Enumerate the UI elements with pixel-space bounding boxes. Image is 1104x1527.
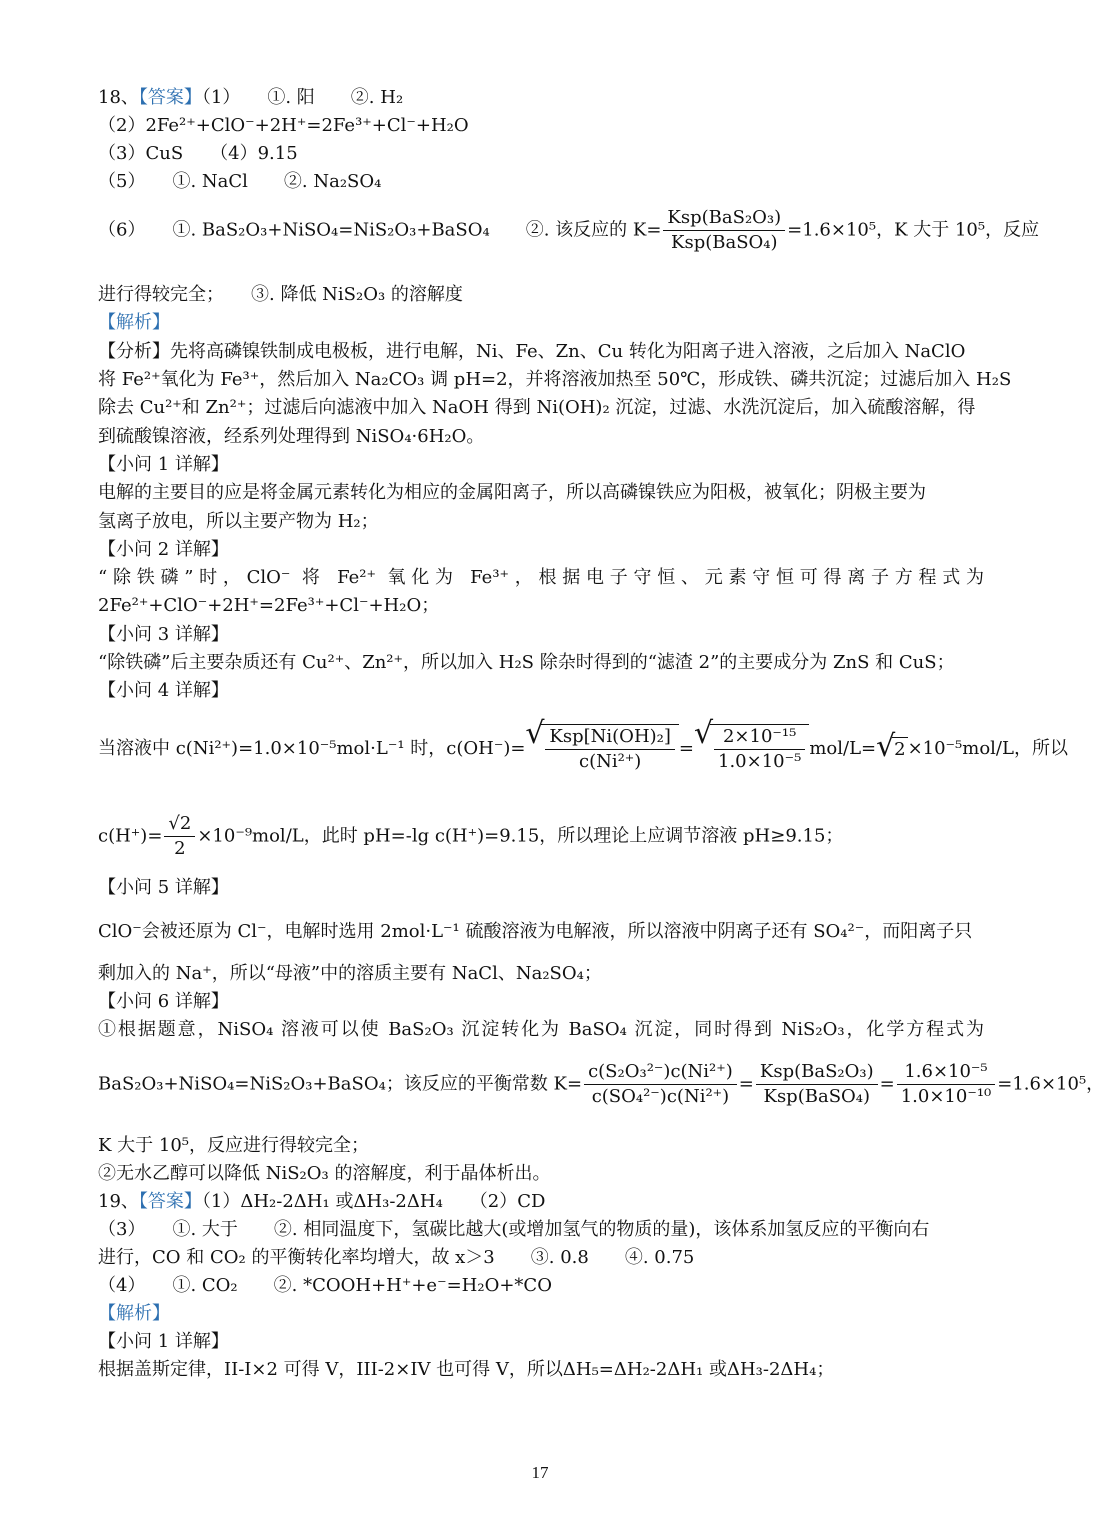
- q18-answer-5: （5） ①. NaCl ②. Na₂SO₄: [98, 171, 382, 192]
- q18-s4-text-c: ×10⁻⁵mol/L，所以: [907, 738, 1068, 759]
- q18-s2-text-2: 2Fe²⁺+ClO⁻+2H⁺=2Fe³⁺+Cl⁻+H₂O；: [98, 595, 440, 616]
- num-ratio-fraction: [897, 1060, 996, 1109]
- q18-s3-heading: 【小问 3 详解】: [98, 624, 229, 645]
- q18-answer-line-1: [98, 86, 984, 110]
- q19-answer-1: （1）ΔH₂-2ΔH₁ 或ΔH₃-2ΔH₄ （2）CD: [201, 1191, 546, 1212]
- h-denominator: 2: [164, 836, 195, 861]
- q18-s1-heading: 【小问 1 详解】: [98, 454, 229, 475]
- q18-s6-text-3: ②无水乙醇可以降低 NiS₂O₃ 的溶解度，利于晶体析出。: [98, 1163, 551, 1184]
- q18-answer-3-4: （3）CuS （4）9.15: [98, 143, 298, 164]
- ksp-ratio-fraction: [756, 1060, 878, 1109]
- ksp-ratio-denominator: Ksp(BaSO₄): [756, 1084, 878, 1109]
- h-fraction: [164, 812, 195, 861]
- q18-answer-6: [98, 206, 1040, 255]
- q18-answer-tag: 【答案】: [138, 87, 202, 108]
- sqrt-two-value: 2: [894, 738, 906, 760]
- h-numerator: √2: [168, 813, 192, 834]
- value-numerator: √ 2×10⁻¹⁵: [722, 726, 797, 747]
- q18-s4-heading: 【小问 4 详解】: [98, 680, 229, 701]
- sqrt-two: [892, 737, 907, 762]
- page-number: 17: [531, 1463, 549, 1482]
- q19-analysis-tag: 【解析】: [98, 1303, 170, 1324]
- q18-fenxi-3: 除去 Cu²⁺和 Zn²⁺；过滤后向滤液中加入 NaOH 得到 Ni(OH)₂ 沉淀，过滤、水洗沉淀后，加入硫酸溶解，得: [98, 397, 976, 418]
- q18-s4-text-d: c(H⁺)=: [98, 825, 163, 847]
- num-ratio-numerator: 1.6×10⁻⁵: [904, 1061, 988, 1082]
- q18-answer-6-cont: 进行得较完全； ③. 降低 NiS₂O₃ 的溶解度: [98, 284, 463, 305]
- value-denominator: 1.0×10⁻⁵: [714, 749, 805, 774]
- q18-s6-result: =1.6×10⁵，: [997, 1073, 1104, 1095]
- q18-answer-1: （1） ①. 阳 ②. H₂: [201, 87, 404, 108]
- q18-s1-text-2: 氢离子放电，所以主要产物为 H₂；: [98, 511, 379, 532]
- q19-answer-4: （4） ①. CO₂ ②. *COOH+H⁺+e⁻=H₂O+*CO: [98, 1275, 552, 1296]
- q18-analysis-tag: 【解析】: [98, 312, 170, 333]
- q18-s4-equation-2: [98, 812, 984, 861]
- ksp-ratio-numerator: Ksp(BaS₂O₃): [759, 1061, 874, 1082]
- q18-s2-heading: 【小问 2 详解】: [98, 539, 229, 560]
- conc-fraction: [584, 1060, 737, 1109]
- q18-answer-6-result: =1.6×10⁵，K 大于 10⁵，反应: [787, 219, 1040, 241]
- equals-sign: =: [678, 738, 694, 759]
- ksp-fraction: [545, 725, 674, 774]
- q19-answer-tag: 【答案】: [138, 1191, 202, 1212]
- q18-s5-text-2: 剩加入的 Na⁺，所以“母液”中的溶质主要有 NaCl、Na₂SO₄；: [98, 963, 602, 984]
- q18-s1-text-1: 电解的主要目的应是将金属元素转化为相应的金属阳离子，所以高磷镍铁应为阳极，被氧化；阴极主要为: [98, 482, 926, 503]
- q18-s5-heading: 【小问 5 详解】: [98, 877, 229, 898]
- q18-fenxi-4: 到硫酸镍溶液，经系列处理得到 NiSO₄·6H₂O。: [98, 426, 485, 447]
- sqrt-value: [710, 724, 809, 774]
- ksp-denominator: c(Ni²⁺): [545, 749, 674, 774]
- q18-s6-text-2: K 大于 10⁵，反应进行得较完全；: [98, 1135, 370, 1156]
- value-fraction: [714, 725, 805, 774]
- q18-answer-6-text: （6） ①. BaS₂O₃+NiSO₄=NiS₂O₃+BaSO₄ ②. 该反应的 K=: [98, 219, 662, 241]
- q18-s2-text-1: “除铁磷”时，ClO⁻ 将 Fe²⁺ 氧化为 Fe³⁺，根据电子守恒、元素守恒可得离子方程式为: [98, 567, 984, 588]
- sqrt-ksp: [541, 724, 678, 774]
- num-ratio-denominator: 1.0×10⁻¹⁰: [897, 1084, 996, 1109]
- k-denominator: Ksp(BaSO₄): [663, 230, 785, 255]
- q19-s1-heading: 【小问 1 详解】: [98, 1331, 229, 1352]
- q18-label: 18、: [98, 87, 139, 108]
- q18-s4-equation-1: [98, 724, 1068, 774]
- q18-s6-equation: [98, 1060, 1104, 1109]
- equals-sign: =: [738, 1073, 754, 1095]
- q18-s6-heading: 【小问 6 详解】: [98, 991, 229, 1012]
- q19-answer-line-1: [98, 1190, 984, 1214]
- q19-s1-text-1: 根据盖斯定律，II-I×2 可得 V，III-2×IV 也可得 V，所以ΔH₅=ΔH₂-2ΔH₁ 或ΔH₃-2ΔH₄；: [98, 1359, 835, 1380]
- q19-answer-3: 进行，CO 和 CO₂ 的平衡转化率均增大，故 x＞3 ③. 0.8 ④. 0.75: [98, 1247, 695, 1268]
- conc-denominator: c(SO₄²⁻)c(Ni²⁺): [584, 1084, 737, 1109]
- q18-s6-text-a: BaS₂O₃+NiSO₄=NiS₂O₃+BaSO₄；该反应的平衡常数 K=: [98, 1073, 583, 1095]
- q18-s4-text-e: ×10⁻⁹mol/L，此时 pH=-lg c(H⁺)=9.15，所以理论上应调节溶液 pH≥9.15；: [197, 825, 844, 847]
- q18-s5-text-1: ClO⁻会被还原为 Cl⁻，电解时选用 2mol·L⁻¹ 硫酸溶液为电解液，所以溶液中阴离子还有 SO₄²⁻，而阳离子只: [98, 921, 973, 942]
- q18-s3-text-1: “除铁磷”后主要杂质还有 Cu²⁺、Zn²⁺，所以加入 H₂S 除杂时得到的“滤渣 2”的主要成分为 ZnS 和 CuS；: [98, 652, 955, 673]
- q19-answer-2: （3） ①. 大于 ②. 相同温度下，氢碳比越大(或增加氢气的物质的量)，该体系加氢反应的平衡向右: [98, 1219, 930, 1240]
- q19-label: 19、: [98, 1191, 139, 1212]
- equals-sign: =: [879, 1073, 895, 1095]
- k-fraction: [663, 206, 785, 255]
- k-numerator: Ksp(BaS₂O₃): [667, 207, 782, 228]
- conc-numerator: c(S₂O₃²⁻)c(Ni²⁺): [588, 1061, 733, 1082]
- q18-answer-2: （2）2Fe²⁺+ClO⁻+2H⁺=2Fe³⁺+Cl⁻+H₂O: [98, 115, 469, 136]
- q18-fenxi-1: 【分析】先将高磷镍铁制成电极板，进行电解，Ni、Fe、Zn、Cu 转化为阳离子进入溶液，之后加入 NaClO: [98, 341, 966, 362]
- q18-s4-text-a: 当溶液中 c(Ni²⁺)=1.0×10⁻⁵mol·L⁻¹ 时，c(OH⁻)=: [98, 738, 526, 759]
- q18-s4-unit: mol/L=: [809, 738, 877, 759]
- q18-s6-text-1: ①根据题意，NiSO₄ 溶液可以使 BaS₂O₃ 沉淀转化为 BaSO₄ 沉淀，同时得到 NiS₂O₃，化学方程式为: [98, 1019, 984, 1040]
- ksp-numerator: √ Ksp[Ni(OH)₂]: [549, 726, 671, 747]
- q18-fenxi-2: 将 Fe²⁺氧化为 Fe³⁺，然后加入 Na₂CO₃ 调 pH=2，并将溶液加热至 50℃，形成铁、磷共沉淀；过滤后加入 H₂S: [98, 369, 1012, 390]
